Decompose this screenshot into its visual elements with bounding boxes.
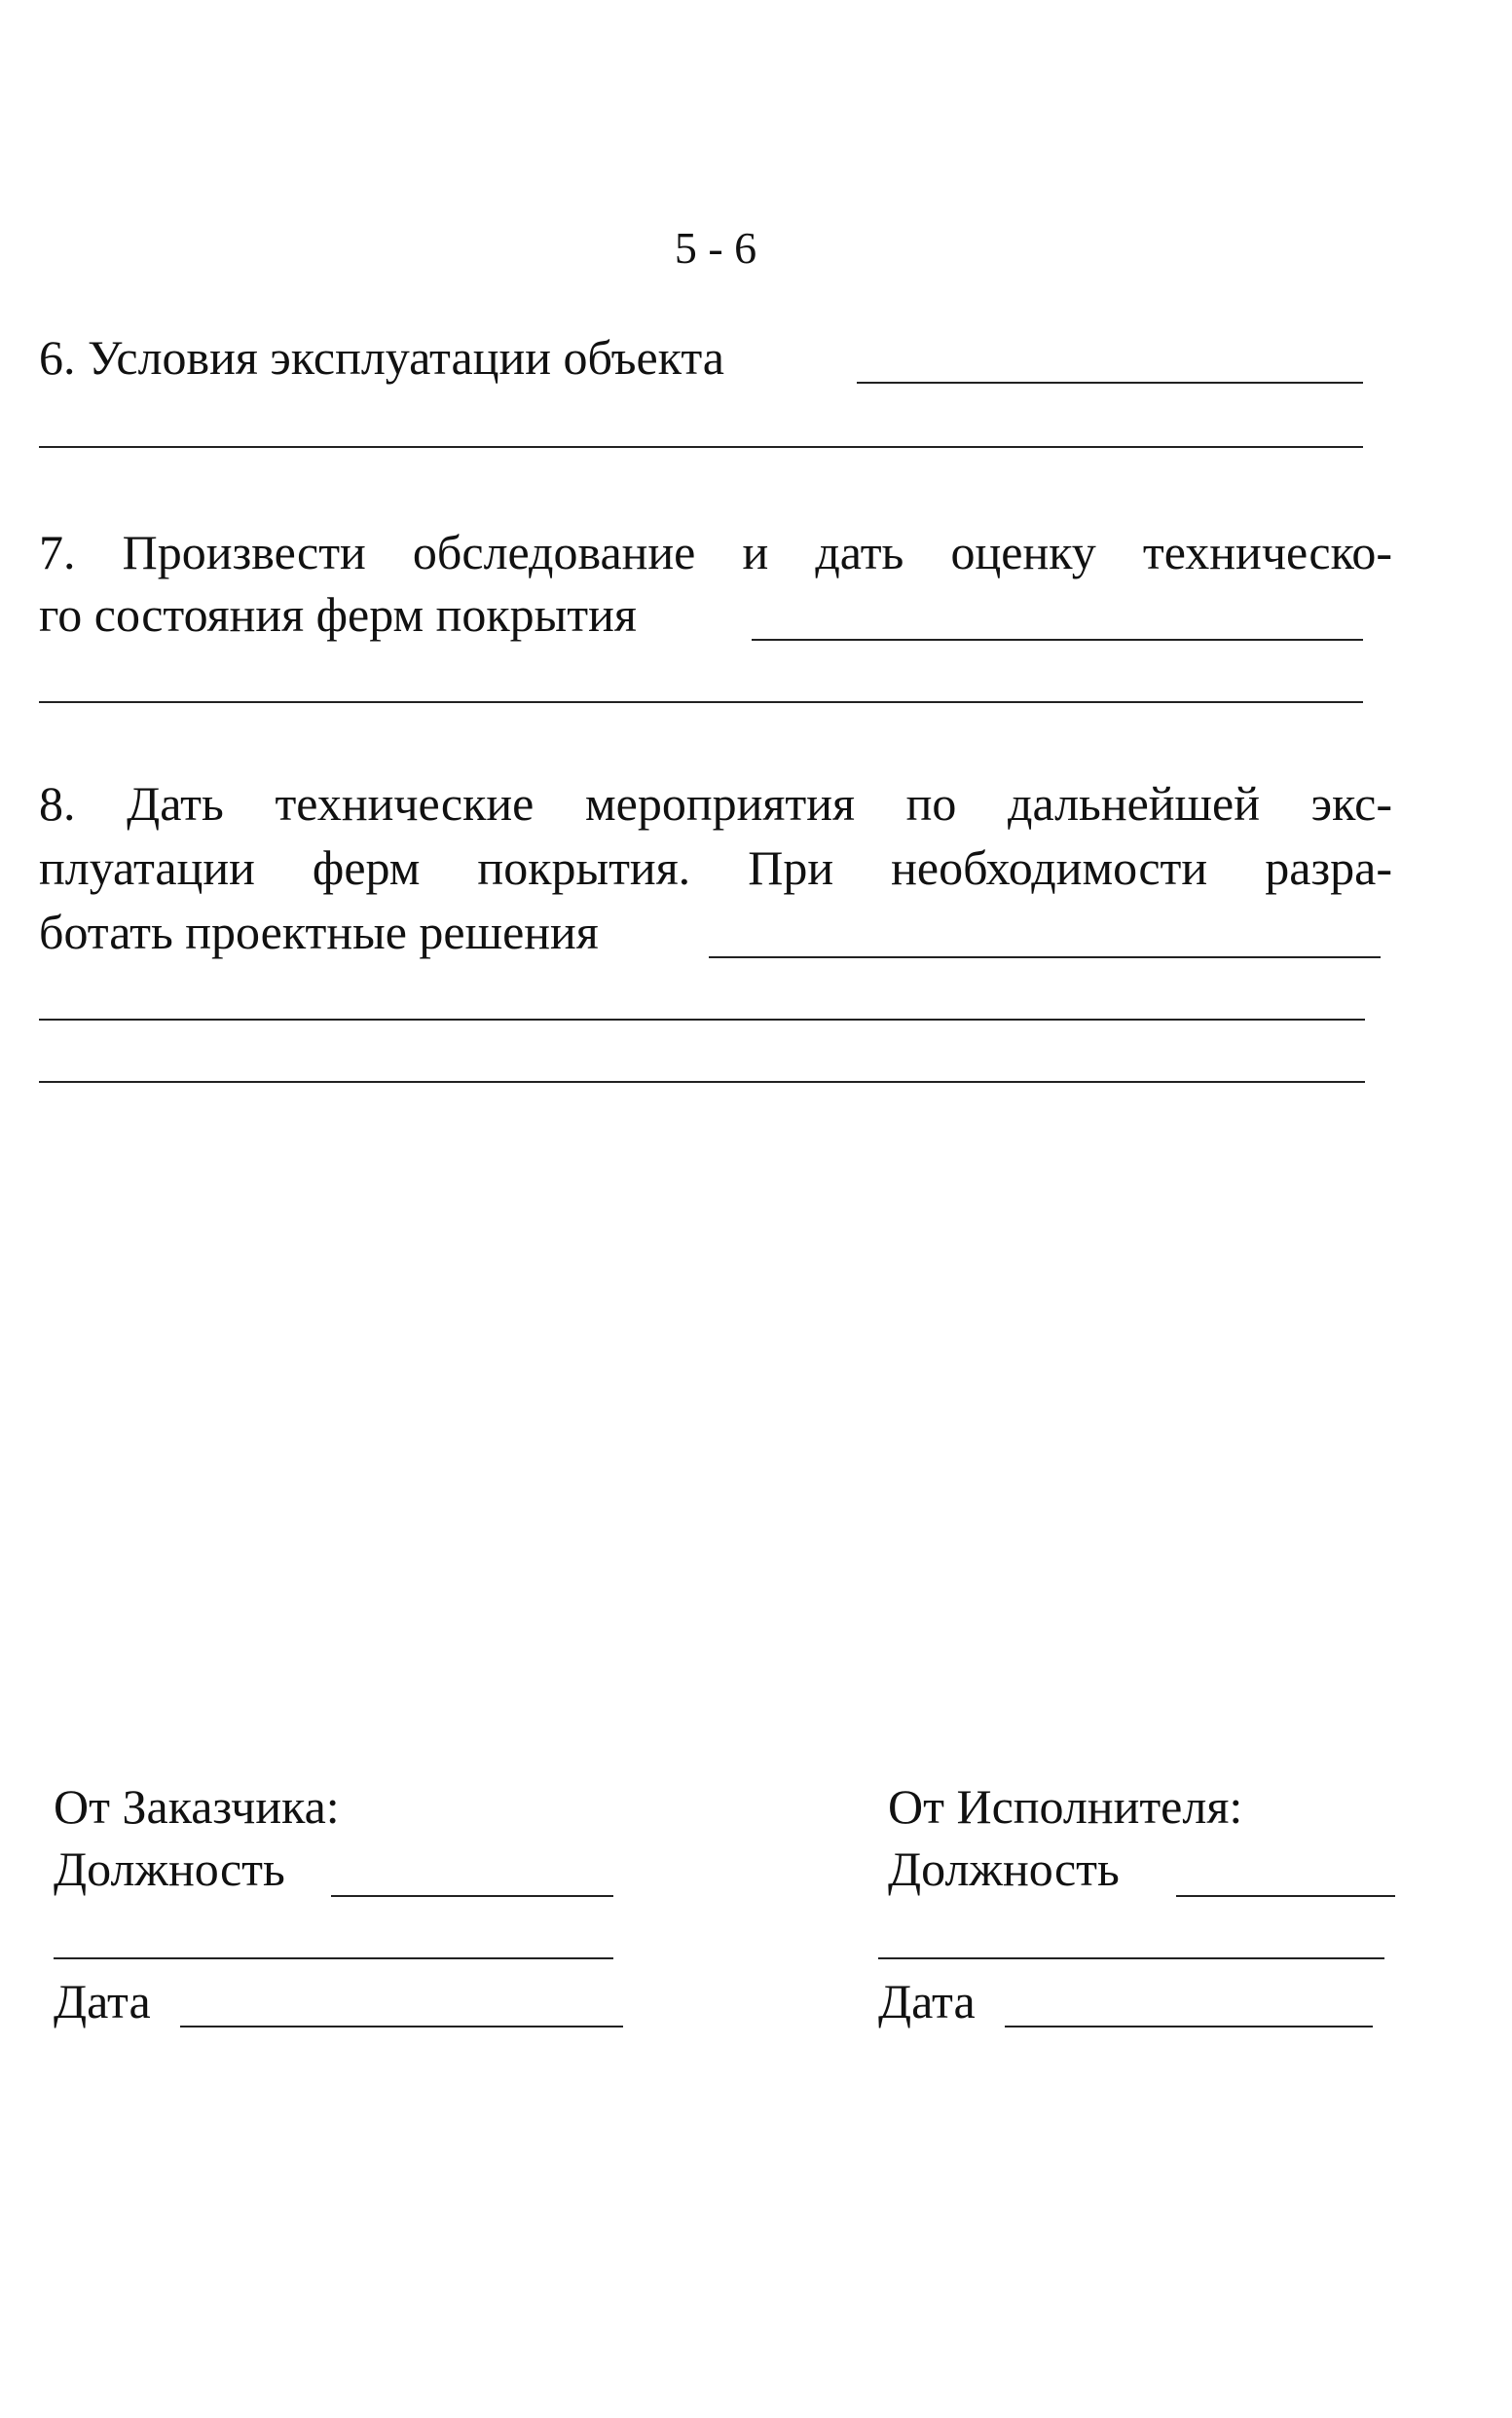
customer-position-line bbox=[331, 1895, 613, 1897]
page-number: 5 - 6 bbox=[674, 223, 757, 273]
item-8-text-line-3: ботать проектные решения bbox=[39, 905, 599, 959]
contractor-position-line bbox=[1176, 1895, 1395, 1897]
item-7-text-line-1: 7. Произвести обследование и дать оценку техническо- bbox=[39, 525, 1392, 579]
contractor-heading: От Исполнителя: bbox=[888, 1779, 1243, 1834]
item-7-fill-line bbox=[752, 639, 1363, 641]
item-7-text-line-2: го состояния ферм покрытия bbox=[39, 587, 637, 642]
item-8-fill-line bbox=[709, 956, 1381, 958]
item-7-fill-line-2 bbox=[39, 701, 1363, 703]
contractor-date-line bbox=[1005, 2026, 1373, 2027]
contractor-position-line-2 bbox=[878, 1957, 1384, 1959]
customer-position-line-2 bbox=[54, 1957, 613, 1959]
item-8-fill-line-3 bbox=[39, 1081, 1365, 1083]
contractor-date-label: Дата bbox=[878, 1974, 976, 2028]
item-6-text: 6. Условия эксплуатации объекта bbox=[39, 330, 725, 385]
customer-date-line bbox=[180, 2026, 623, 2027]
customer-heading: От Заказчика: bbox=[54, 1779, 340, 1834]
item-6-fill-line bbox=[857, 382, 1363, 384]
item-6-fill-line-2 bbox=[39, 446, 1363, 448]
contractor-position-label: Должность bbox=[888, 1841, 1120, 1896]
item-8-fill-line-2 bbox=[39, 1019, 1365, 1021]
customer-position-label: Должность bbox=[54, 1841, 285, 1896]
customer-date-label: Дата bbox=[54, 1974, 151, 2028]
item-8-text-line-1: 8. Дать технические мероприятия по дальнейшей экс- bbox=[39, 776, 1392, 831]
item-8-text-line-2: плуатации ферм покрытия. При необходимости разра- bbox=[39, 840, 1392, 895]
